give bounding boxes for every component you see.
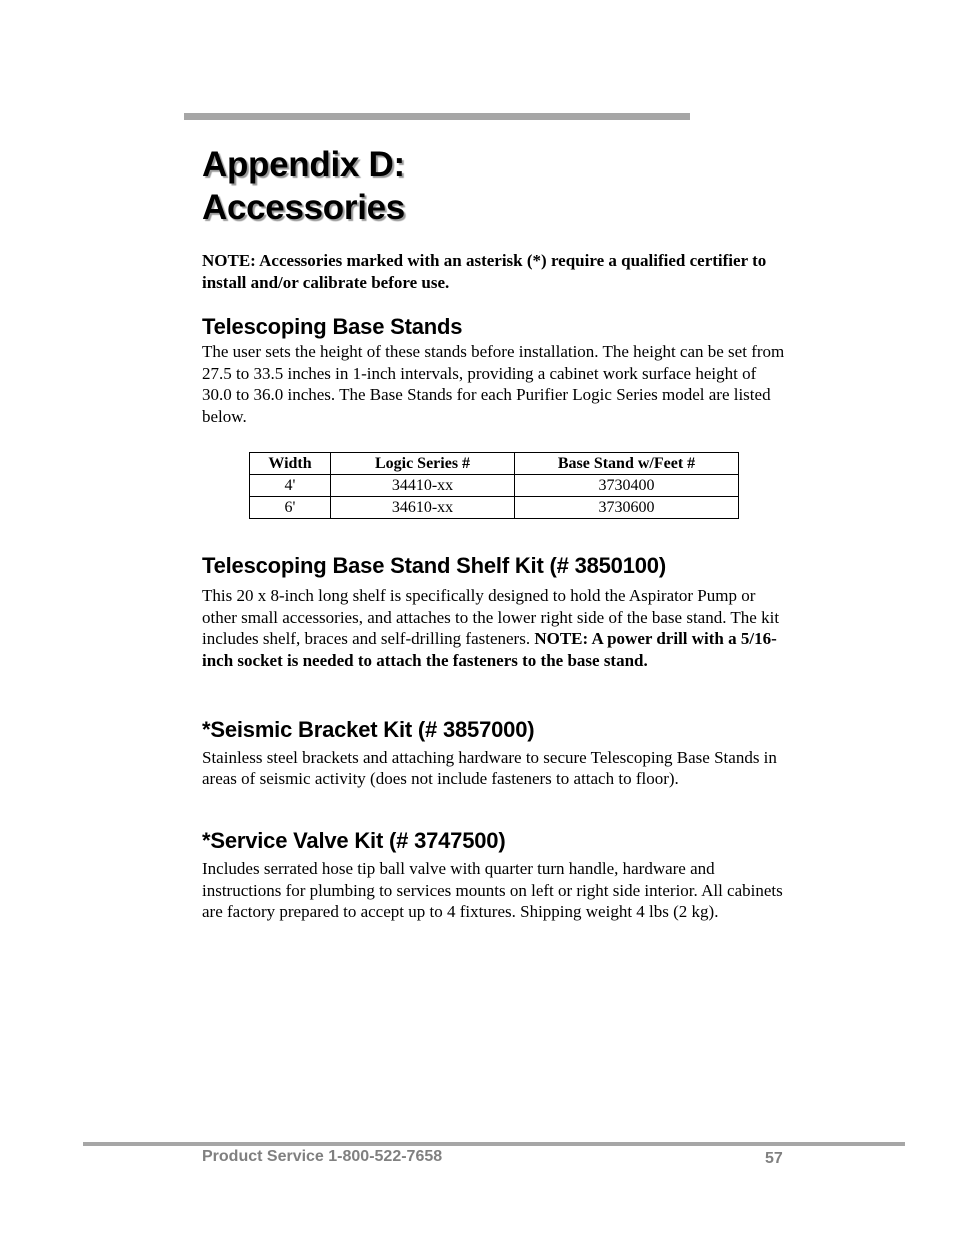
- heading-seismic-kit: *Seismic Bracket Kit (# 3857000): [202, 716, 535, 742]
- table-header-logic-series: Logic Series #: [331, 453, 515, 475]
- table-cell-base-stand: 3730600: [515, 497, 739, 519]
- asterisk-note: NOTE: Accessories marked with an asterisk (*) require a qualified certifier to install and/or calibrate before use.: [202, 251, 767, 292]
- footer-rule: [83, 1142, 905, 1146]
- top-rule: [184, 113, 690, 120]
- heading-shelf-kit: Telescoping Base Stand Shelf Kit (# 3850100): [202, 552, 666, 578]
- seismic-kit-body: Stainless steel brackets and attaching hardware to secure Telescoping Base Stands in areas of seismic activity (does not include fasteners to attach to floor).: [202, 747, 777, 789]
- base-stand-table: [249, 452, 739, 519]
- shelf-kit-note: NOTE: A power drill with a 5/16-inch socket is needed to attach the fasteners to the base stand.: [202, 629, 777, 670]
- page-title-line-2: Accessories: [202, 188, 405, 227]
- table-cell-width: 4': [250, 475, 331, 497]
- table-header-row: [250, 453, 739, 475]
- table-cell-logic-series: 34610-xx: [331, 497, 515, 519]
- table-cell-base-stand: 3730400: [515, 475, 739, 497]
- page-title-line-1: Appendix D:: [202, 145, 405, 184]
- table-cell-width: 6': [250, 497, 331, 519]
- shelf-kit-text: This 20 x 8-inch long shelf is specifically designed to hold the Aspirator Pump or other small accessories, and attaches to the lower right side of the base stand. The kit includes shelf, braces and self-drilling fasteners.: [202, 585, 780, 649]
- table-header-width: Width: [250, 453, 331, 475]
- table-row: [250, 497, 739, 519]
- table-cell-logic-series: 34410-xx: [331, 475, 515, 497]
- shelf-kit-body: [202, 585, 786, 672]
- heading-base-stands: Telescoping Base Stands: [202, 314, 463, 339]
- heading-service-valve-kit: *Service Valve Kit (# 3747500): [202, 828, 506, 854]
- table-row: [250, 475, 739, 497]
- page-content: [202, 250, 786, 923]
- footer-service-number: Product Service 1-800-522-7658: [202, 1148, 443, 1165]
- page-title: [202, 143, 405, 229]
- table-header-base-stand: Base Stand w/Feet #: [515, 453, 739, 475]
- base-stands-body: The user sets the height of these stands before installation. The height can be set from 27.5 to 33.5 inches in 1-inch intervals, providing a cabinet work surface height of 30.0 to 36.0 inches. The Base Stands for each Purifier Logic Series model are listed below.: [202, 342, 785, 427]
- page-number: 57: [765, 1150, 783, 1167]
- service-valve-kit-body: Includes serrated hose tip ball valve with quarter turn handle, hardware and instructions for plumbing to services mounts on left or right side interior. All cabinets are factory prepared to accept up to 4 fixtures. Shipping weight 4 lbs (2 kg).: [202, 859, 783, 922]
